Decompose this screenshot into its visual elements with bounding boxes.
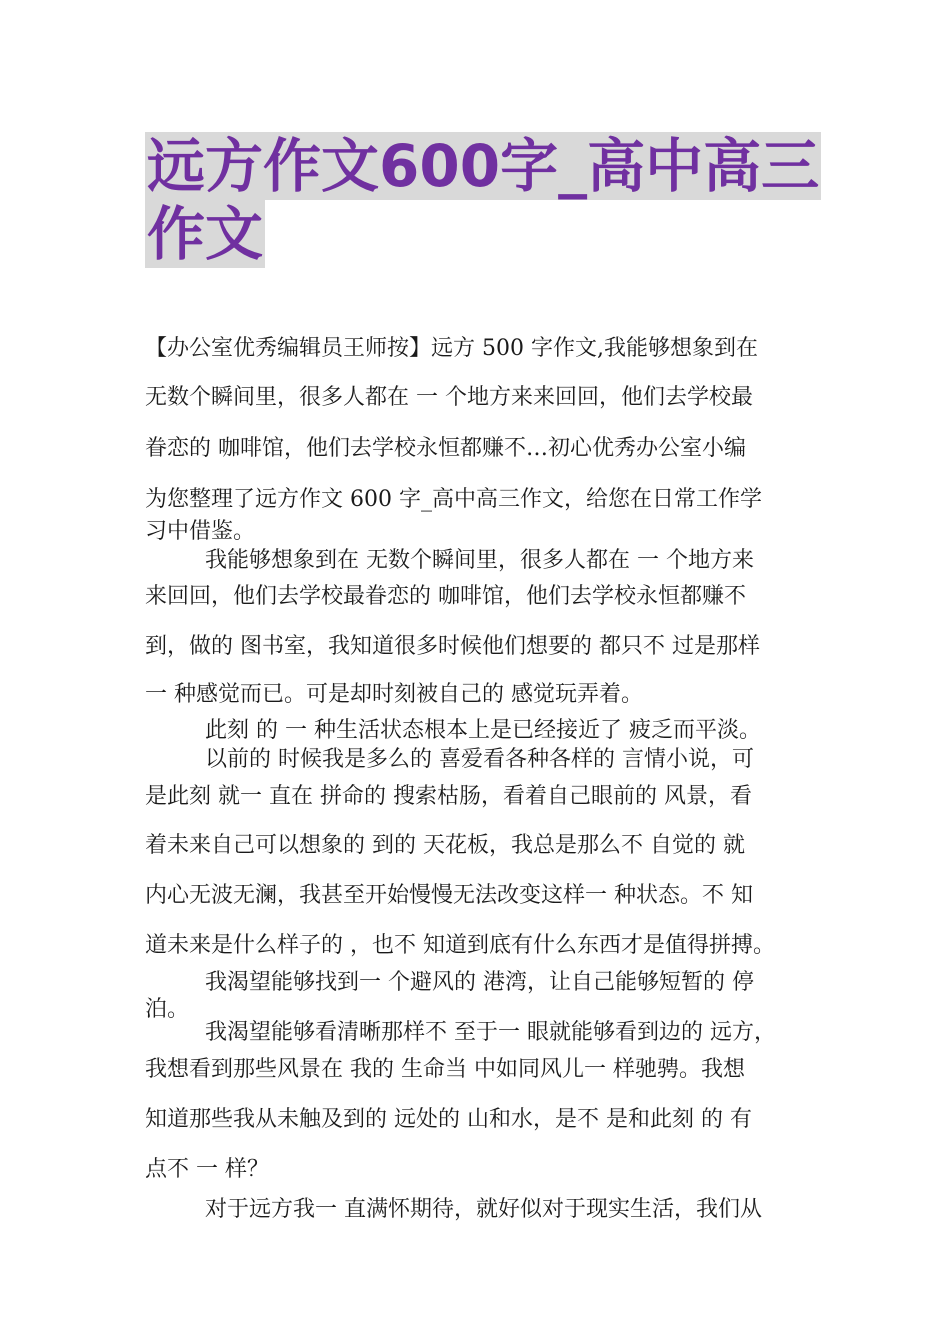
- body-line: 是此刻 就一 直在 拼命的 搜索枯肠，看着自己眼前的 风景，看: [145, 784, 752, 809]
- body-line: 泊。: [145, 997, 190, 1022]
- document-title-line-1: 远方作文600字_高中高三: [147, 132, 820, 200]
- body-line: 一 种感觉而已。可是却时刻被自己的 感觉玩弄着。: [145, 682, 643, 707]
- paragraph-first-line: 我渴望能够看清晰那样不 至于一 眼就能够看到边的 远方，: [205, 1020, 776, 1045]
- body-line: 道未来是什么样子的 ，也不 知道到底有什么东西才是值得拼搏。: [145, 933, 775, 958]
- body-line: 我想看到那些风景在 我的 生命当 中如同风儿一 样驰骋。我想: [145, 1057, 745, 1082]
- body-line: 无数个瞬间里，很多人都在 一 个地方来来回回，他们去学校最: [145, 385, 753, 410]
- body-line: 为您整理了远方作文 600 字_高中高三作文，给您在日常工作学: [145, 487, 762, 512]
- paragraph-first-line: 对于远方我一 直满怀期待，就好似对于现实生活，我们从: [205, 1197, 762, 1222]
- body-line: 【办公室优秀编辑员王师按】远方 500 字作文,我能够想象到在: [145, 336, 758, 361]
- body-line: 习中借鉴。: [145, 519, 256, 544]
- body-line: 到，做的 图书室，我知道很多时候他们想要的 都只不 过是那样: [145, 634, 760, 659]
- paragraph-first-line: 此刻 的 一 种生活状态根本上是已经接近了 疲乏而平淡。: [205, 718, 761, 743]
- body-line: 着未来自己可以想象的 到的 天花板，我总是那么不 自觉的 就: [145, 833, 745, 858]
- paragraph-first-line: 以前的 时候我是多么的 喜爱看各种各样的 言情小说，可: [205, 747, 754, 772]
- body-line: 眷恋的 咖啡馆，他们去学校永恒都赚不…初心优秀办公室小编: [145, 436, 746, 461]
- paragraph-first-line: 我渴望能够找到一 个避风的 港湾，让自己能够短暂的 停: [205, 970, 754, 995]
- document-title-line-2: 作文: [147, 200, 264, 268]
- body-line: 知道那些我从未触及到的 远处的 山和水，是不 是和此刻 的 有: [145, 1107, 752, 1132]
- body-line: 内心无波无澜，我甚至开始慢慢无法改变这样一 种状态。不 知: [145, 883, 753, 908]
- body-line: 点不 一 样？: [145, 1157, 269, 1182]
- paragraph-first-line: 我能够想象到在 无数个瞬间里，很多人都在 一 个地方来: [205, 548, 754, 573]
- body-line: 来回回，他们去学校最眷恋的 咖啡馆，他们去学校永恒都赚不: [145, 584, 746, 609]
